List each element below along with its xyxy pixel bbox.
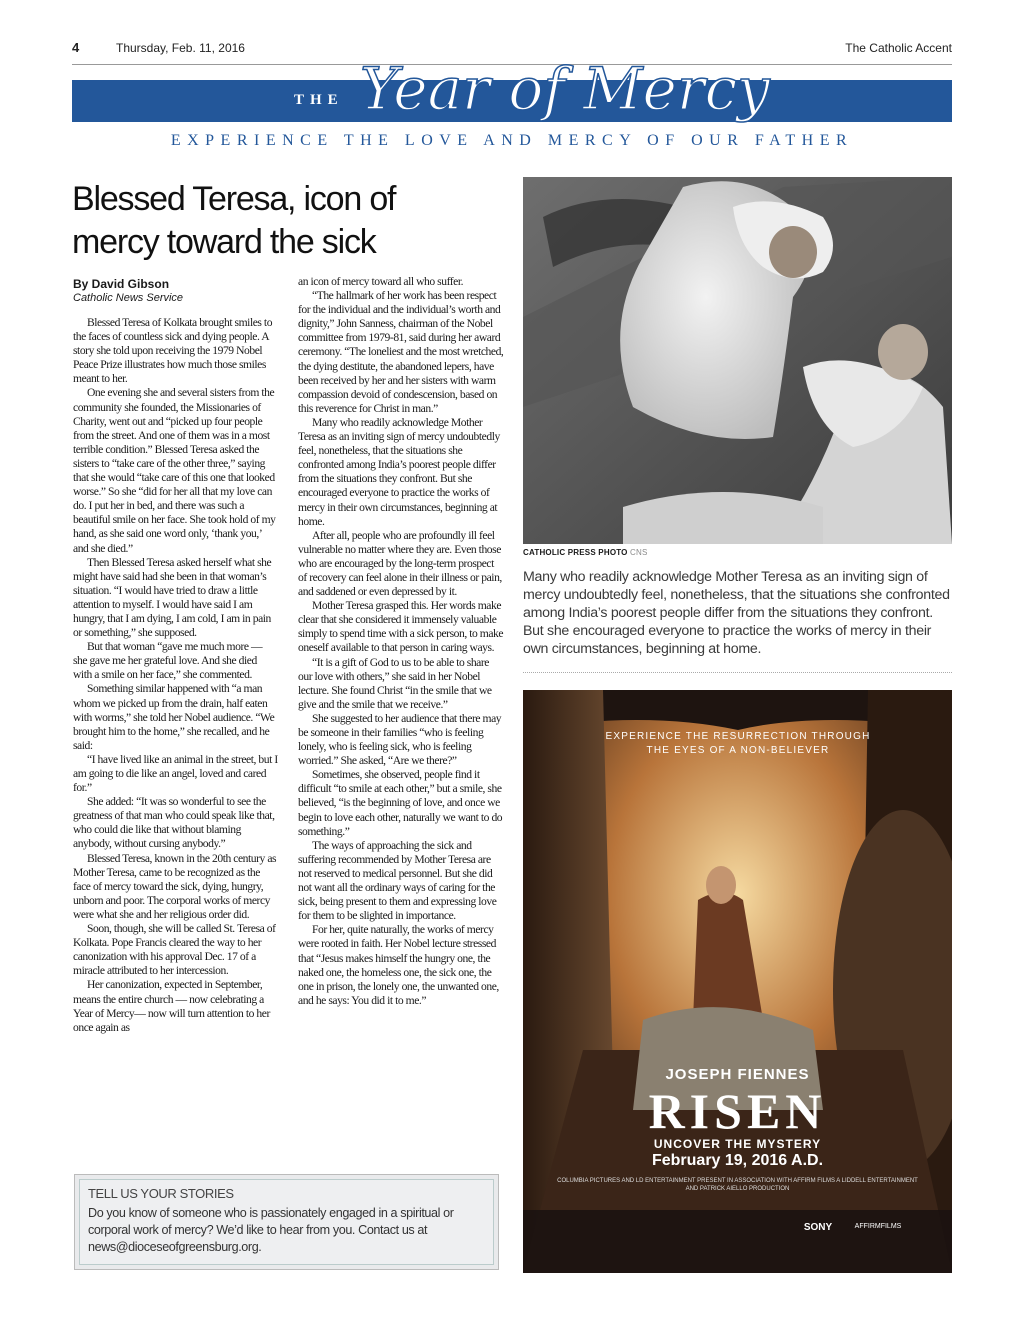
poster-subtitle: UNCOVER THE MYSTERY [653, 1137, 822, 1151]
banner-tagline: EXPERIENCE THE LOVE AND MERCY OF OUR FATHER [170, 132, 854, 149]
poster-release-date: February 19, 2016 A.D. [651, 1152, 824, 1169]
tell-us-stories-box [74, 1174, 499, 1270]
stories-body: Do you know of someone who is passionately engaged in a spiritual or corporal work of mercy? We’d like to hear from you. Contact us at news@dioceseofgreensburg.org. [88, 1206, 454, 1254]
article-paragraph: Blessed Teresa of Kolkata brought smiles to the faces of countless sick and dying people. A story she told upon receiving the 1979 Nobel Peace Prize illustrates how much those smiles meant to her. [73, 316, 273, 386]
poster-affirm: AFFIRMFILMS [854, 1223, 902, 1230]
banner-the: THE [294, 92, 344, 108]
article-paragraph: The ways of approaching the sick and suffering recommended by Mother Teresa are not reserved to medical personnel. But she did not want all the ordinary ways of caring for the sick, being present to them and expressing love for them to be slighted in importance. [298, 838, 497, 923]
article-paragraph: Then Blessed Teresa asked herself what she might have said had she been in that woman’s situation. “I would have tried to draw a little attention to myself. I would have said I am hungry, that I am dying, I am cold, I am in pain or something,” she supposed. [73, 555, 272, 640]
movie-poster [523, 690, 952, 1273]
article-paragraph: Something similar happened with “a man whom we picked up from the drain, half eaten with worms,” she told her Nobel audience. “We brought him to the home,” she recalled, and he said: [73, 682, 275, 752]
photo-credit-label: CATHOLIC PRESS PHOTO [523, 548, 628, 557]
article-photo [523, 177, 952, 544]
article-paragraph: Her canonization, expected in September, means the entire church — now celebrating a Year of Mercy— now will turn attention to her once again as [73, 978, 270, 1034]
caption-divider [523, 672, 952, 673]
poster-actor: JOSEPH FIENNES [665, 1066, 810, 1083]
publication-name: The Catholic Accent [845, 41, 952, 55]
banner-script-title: Year of Mercy [360, 55, 770, 123]
article-paragraph: Blessed Teresa, known in the 20th century as Mother Teresa, came to be recognized as the face of mercy toward the sick, dying, hungry, unborn and poor. The corporal works of mercy were what she and her religious order did. [73, 851, 277, 921]
issue-date: Thursday, Feb. 11, 2016 [116, 41, 245, 55]
article-paragraph: After all, people who are profoundly ill feel vulnerable no matter where they are. Even those who are encouraged by the long-term prospect of recovery can feel alone in their illness or pain, and saddened or even depressed by it. [298, 528, 502, 599]
article-headline: Blessed Teresa, icon of mercy toward the sick [72, 180, 396, 261]
article-paragraph: She suggested to her audience that there may be someone in their families “who is feeling lonely, who is feeling sick, who is feeling worried.” She asked, “Are we there?” [298, 711, 502, 768]
article-paragraph-continued: an icon of mercy toward all who suffer. [298, 275, 464, 288]
article-paragraph: “It is a gift of God to us to be able to share our love with others,” she said in her Nobel lecture. She found Christ “in the smile that we give and the smile that we receive.” [298, 655, 492, 711]
article-paragraph: “The hallmark of her work has been respect for the individual and the individual’s worth and dignity,” John Sanness, chairman of the Nobel committee from 1979-81, said during her award ceremony. “The loneliest and the most wretched, the dying destitute, the abandoned lepers, have been received by her and her sisters with warm compassion devoid of condescension, based on this reverence for Christ in man.” [298, 289, 504, 415]
poster-credits: COLUMBIA PICTURES AND LD ENTERTAINMENT PRESENT IN ASSOCIATION WITH AFFIRM FILMS A LIDDELL ENTERTAINMENT AND PATRICK AIELLO PRODUCTION [557, 1178, 918, 1192]
article-paragraph: “I have lived like an animal in the street, but I am going to die like an angel, loved and cared for.” [73, 752, 278, 795]
photo-caption: Many who readily acknowledge Mother Teresa as an inviting sign of mercy undoubtedly feel, nonetheless, that the situations she confronted among India’s poorest people differ from the situations they confront. But she encouraged everyone to practice the works of mercy in their own circumstances, beginning at home. [523, 569, 950, 657]
photo-credit [523, 548, 648, 557]
article-paragraph: Soon, though, she will be called St. Teresa of Kolkata. Pope Francis cleared the way to her canonization with his approval Dec. 17 of a miracle attributed to her intercession. [73, 922, 276, 978]
byline-author: By David Gibson [73, 277, 170, 291]
stories-title: TELL US YOUR STORIES [88, 1186, 234, 1201]
poster-title: RISEN [648, 1083, 827, 1139]
article-paragraph: Sometimes, she observed, people find it difficult “to smile at each other,” but a smile, she believed, “is the beginning of love, and once we begin to love each other, naturally we want to do something.” [298, 768, 503, 838]
poster-tagline: EXPERIENCE THE RESURRECTION THROUGH THE EYES OF A NON-BELIEVER [605, 731, 871, 756]
article-paragraph: But that woman “gave me much more — she gave me her grateful love. And she died with a smile on her face,” she commented. [73, 640, 263, 682]
byline [73, 277, 183, 304]
photo-credit-source: CNS [630, 548, 648, 557]
poster-studio: SONY [803, 1222, 833, 1233]
article-column-2 [298, 275, 504, 1008]
article-paragraph: One evening she and several sisters from the community she founded, the Missionaries of Charity, went out and “picked up four people from the street. And one of them was in a most terrible condition.” Blessed Teresa asked the sisters to “take care of the other three,” saying that she would “take care of this one that looked worse.” So she “did for her all that my love can do. I put her in bed, and there was such a beautiful smile on her face. She took hold of my hand, as she said one word only, ‘thank you,’ and she died.” [73, 386, 276, 555]
article-paragraph: Many who readily acknowledge Mother Teresa as an inviting sign of mercy undoubtedly feel, nonetheless, that the situations she confronted among India’s poorest people differ from the situations they confront. But she encouraged everyone to practice the works of mercy in their own circumstances, beginning at home. [298, 415, 500, 528]
stories-inner [79, 1179, 494, 1265]
byline-service: Catholic News Service [73, 292, 184, 304]
photo-illustration [523, 177, 952, 544]
article-paragraph: For her, quite naturally, the works of mercy were rooted in faith. Her Nobel lecture stressed that “Jesus makes himself the hungry one, the naked one, the homeless one, the sick one, the one in prison, the lonely one, the unwanted one, and he says: You did it to me.” [298, 923, 499, 1007]
article-paragraph: She added: “It was so wonderful to see the greatness of that man who could speak like that, who could die like that without blaming anybody, without cursing anybody.” [73, 795, 275, 851]
page-number: 4 [72, 40, 80, 55]
article-column-1 [73, 316, 278, 1035]
article-paragraph: Mother Teresa grasped this. Her words make clear that she considered it immensely valuable simply to spend time with a sick person, to make oneself available to that person in caring ways. [298, 599, 504, 655]
